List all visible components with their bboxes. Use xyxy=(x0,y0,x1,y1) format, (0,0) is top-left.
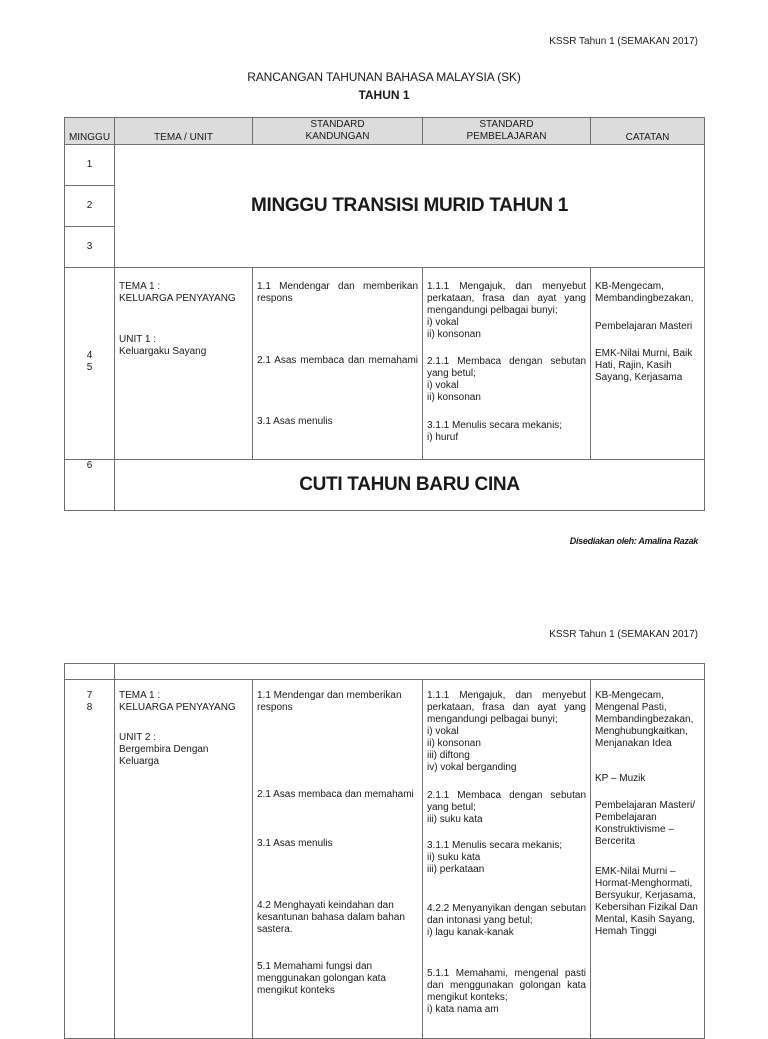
tema-name: KELUARGA PENYAYANG xyxy=(119,293,236,304)
week-cell-7-8 xyxy=(64,679,115,1039)
document-subtitle: TAHUN 1 xyxy=(358,88,410,102)
sk-item: 2.1 Asas membaca dan memahami xyxy=(257,355,418,366)
page2-header-right: KSSR Tahun 1 (SEMAKAN 2017) xyxy=(549,629,698,640)
catatan-item: KP – Muzik xyxy=(595,773,646,784)
sp-subitem: ii) suku kata xyxy=(427,852,481,863)
sk-cell-week-4-5 xyxy=(252,267,423,460)
sp-subitem: i) vokal xyxy=(427,380,459,391)
col-header-sk-line1: STANDARD xyxy=(310,119,365,130)
sp-item: 5.1.1 Memahami, mengenal pasti dan menggunakan golongan kata mengikut konteks; xyxy=(427,968,586,1003)
sk-cell-week-7-8 xyxy=(252,679,423,1039)
week-cell-1 xyxy=(64,144,115,186)
transition-banner-text: MINGGU TRANSISI MURID TAHUN 1 xyxy=(250,195,569,216)
tema-label: TEMA 1 : xyxy=(119,690,161,701)
col-header-tema xyxy=(114,117,253,145)
week-cell-3 xyxy=(64,226,115,268)
catatan-item: KB-Mengecam, Mengenal Pasti, Membandingbezakan, Menghubungkaitkan, Menjanakan Idea xyxy=(595,690,694,749)
sk-item: 1.1 Mendengar dan memberikan respons xyxy=(257,690,402,713)
page1-header-right: KSSR Tahun 1 (SEMAKAN 2017) xyxy=(549,36,698,47)
week-cell-4-5 xyxy=(64,267,115,460)
week-cell-2 xyxy=(64,185,115,227)
tema-cell-week-7-8 xyxy=(114,679,253,1039)
sp-subitem: iii) diftong xyxy=(427,750,470,761)
col-header-sp-line2: PEMBELAJARAN xyxy=(466,131,547,142)
col-header-sk xyxy=(252,117,423,145)
week-number: 3 xyxy=(86,241,93,252)
week-number: 7 xyxy=(86,690,93,701)
catatan-cell-week-4-5 xyxy=(590,267,705,460)
transition-banner xyxy=(114,144,705,268)
catatan-item: EMK-Nilai Murni – Hormat-Menghormati, Bersyukur, Kerjasama, Kebersihan Fizikal Dan Mental, Kasih Sayang, Hemah Tinggi xyxy=(595,866,698,937)
sk-item: 1.1 Mendengar dan memberikan respons xyxy=(257,281,418,304)
tema-label: TEMA 1 : xyxy=(119,281,161,292)
sk-item: 4.2 Menghayati keindahan dan kesantunan bahasa dalam bahan sastera. xyxy=(257,900,405,935)
col-header-sp xyxy=(422,117,591,145)
holiday-banner-text: CUTI TAHUN BARU CINA xyxy=(299,474,520,495)
sp-item: 1.1.1 Mengajuk, dan menyebut perkataan, frasa dan ayat yang mengandungi pelbagai bunyi; xyxy=(427,690,586,725)
catatan-item: EMK-Nilai Murni, Baik Hati, Rajin, Kasih Sayang, Kerjasama xyxy=(595,348,693,383)
week-number: 8 xyxy=(86,702,93,713)
col-header-catatan-label: CATATAN xyxy=(625,132,670,143)
sp-subitem: i) vokal xyxy=(427,726,459,737)
page2-header-cell-minggu xyxy=(64,663,115,680)
sk-item: 3.1 Asas menulis xyxy=(257,838,333,849)
week-number: 2 xyxy=(86,200,93,211)
sp-subitem: iv) vokal berganding xyxy=(427,762,517,773)
sp-subitem: i) vokal xyxy=(427,317,459,328)
sp-subitem: iii) perkataan xyxy=(427,864,485,875)
sk-item: 3.1 Asas menulis xyxy=(257,416,333,427)
catatan-item: Pembelajaran Masteri/ Pembelajaran Konstruktivisme – Bercerita xyxy=(595,800,696,847)
prepared-by: Disediakan oleh: Amalina Razak xyxy=(569,536,698,546)
catatan-item: Pembelajaran Masteri xyxy=(595,321,693,332)
sp-subitem: ii) konsonan xyxy=(427,392,481,403)
sp-subitem: iii) suku kata xyxy=(427,814,483,825)
document-title: RANCANGAN TAHUNAN BAHASA MALAYSIA (SK) xyxy=(247,70,521,84)
col-header-catatan xyxy=(590,117,705,145)
sp-subitem: i) kata nama am xyxy=(427,1004,499,1015)
sp-subitem: i) huruf xyxy=(427,432,459,443)
sp-cell-week-7-8 xyxy=(422,679,591,1039)
tema-cell-week-4-5 xyxy=(114,267,253,460)
sk-item: 2.1 Asas membaca dan memahami xyxy=(257,789,414,800)
col-header-tema-label: TEMA / UNIT xyxy=(154,132,213,143)
week-number: 6 xyxy=(86,460,93,471)
sp-subitem: ii) konsonan xyxy=(427,738,481,749)
sp-subitem: ii) konsonan xyxy=(427,329,481,340)
sp-item: 4.2.2 Menyanyikan dengan sebutan dan intonasi yang betul; xyxy=(427,903,586,926)
unit-label: UNIT 1 : xyxy=(119,334,157,345)
catatan-item: KB-Mengecam, Membandingbezakan, xyxy=(595,281,694,304)
col-header-minggu-label: MINGGU xyxy=(68,132,111,143)
sp-item: 2.1.1 Membaca dengan sebutan yang betul; xyxy=(427,356,586,379)
sp-item: 1.1.1 Mengajuk, dan menyebut perkataan, frasa dan ayat yang mengandungi pelbagai bunyi; xyxy=(427,281,586,316)
col-header-sp-line1: STANDARD xyxy=(479,119,534,130)
unit-name: Keluargaku Sayang xyxy=(119,346,207,357)
sp-subitem: i) lagu kanak-kanak xyxy=(427,927,514,938)
week-cell-6 xyxy=(64,459,115,511)
page2-header-cell-rest xyxy=(114,663,705,680)
sp-item: 3.1.1 Menulis secara mekanis; xyxy=(427,420,563,431)
week-number: 5 xyxy=(86,362,93,373)
week-number: 1 xyxy=(86,159,93,170)
sp-item: 3.1.1 Menulis secara mekanis; xyxy=(427,840,563,851)
week-number: 4 xyxy=(86,350,93,361)
tema-name: KELUARGA PENYAYANG xyxy=(119,702,236,713)
sp-cell-week-4-5 xyxy=(422,267,591,460)
sp-item: 2.1.1 Membaca dengan sebutan yang betul; xyxy=(427,790,586,813)
unit-label: UNIT 2 : xyxy=(119,732,157,743)
catatan-cell-week-7-8 xyxy=(590,679,705,1039)
col-header-minggu xyxy=(64,117,115,145)
col-header-sk-line2: KANDUNGAN xyxy=(305,131,370,142)
holiday-banner xyxy=(114,459,705,511)
unit-name: Bergembira Dengan Keluarga xyxy=(119,744,209,767)
sk-item: 5.1 Memahami fungsi dan menggunakan golongan kata mengikut konteks xyxy=(257,961,386,996)
